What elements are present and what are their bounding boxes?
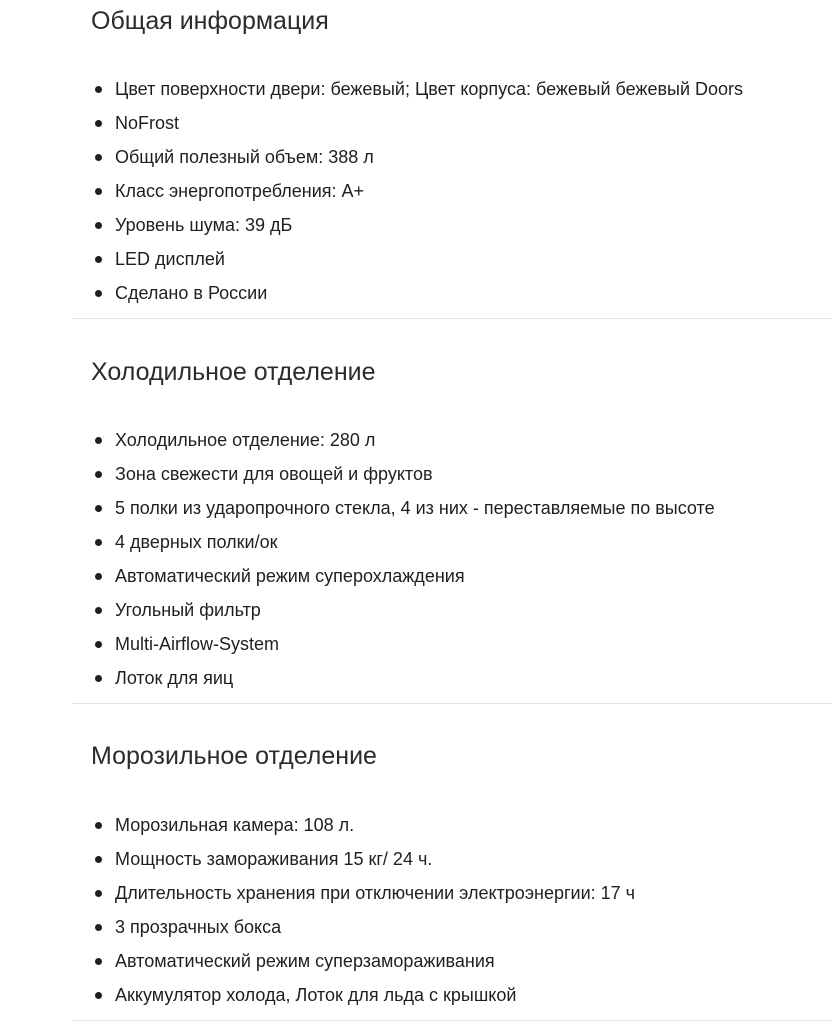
spec-item-text: Автоматический режим суперзамораживания bbox=[115, 951, 495, 971]
bullet-icon bbox=[95, 822, 102, 829]
bullet-icon bbox=[95, 154, 102, 161]
spec-item-text: Длительность хранения при отключении электроэнергии: 17 ч bbox=[115, 883, 636, 903]
spec-item-text: Общий полезный объем: 388 л bbox=[115, 147, 374, 167]
spec-item-text: LED дисплей bbox=[115, 249, 225, 269]
spec-item-text: Цвет поверхности двери: бежевый; Цвет корпуса: бежевый бежевый Doors bbox=[115, 79, 744, 99]
spec-item-text: 4 дверных полки/ок bbox=[115, 532, 278, 552]
bullet-icon bbox=[95, 958, 102, 965]
bullet-icon bbox=[95, 505, 102, 512]
bullet-icon bbox=[95, 924, 102, 931]
bullet-icon bbox=[95, 856, 102, 863]
spec-item-text: Угольный фильтр bbox=[115, 600, 261, 620]
bullet-icon bbox=[95, 675, 102, 682]
spec-item-text: Холодильное отделение: 280 л bbox=[115, 430, 376, 450]
bullet-icon bbox=[95, 188, 102, 195]
spec-item-text: 3 прозрачных бокса bbox=[115, 917, 282, 937]
bullet-icon bbox=[95, 641, 102, 648]
bullet-icon bbox=[95, 992, 102, 999]
section-title-general: Общая информация bbox=[91, 7, 329, 35]
freezer-section bbox=[72, 704, 832, 1021]
bullet-icon bbox=[95, 471, 102, 478]
spec-item-text: Сделано в России bbox=[115, 283, 268, 303]
spec-item-text: Multi-Airflow-System bbox=[115, 634, 280, 654]
spec-item-text: Автоматический режим суперохлаждения bbox=[115, 566, 465, 586]
bullet-icon bbox=[95, 890, 102, 897]
section-title-fridge: Холодильное отделение bbox=[91, 358, 376, 386]
general-info-section bbox=[72, 0, 832, 319]
bullet-icon bbox=[95, 437, 102, 444]
bullet-icon bbox=[95, 120, 102, 127]
spec-item-text: Уровень шума: 39 дБ bbox=[115, 215, 293, 235]
bullet-icon bbox=[95, 86, 102, 93]
bullet-icon bbox=[95, 256, 102, 263]
spec-item-text: NoFrost bbox=[115, 113, 180, 133]
spec-item-text: Морозильная камера: 108 л. bbox=[115, 815, 355, 835]
bullet-icon bbox=[95, 573, 102, 580]
section-title-freezer: Морозильное отделение bbox=[91, 742, 377, 770]
spec-item-text: Зона свежести для овощей и фруктов bbox=[115, 464, 433, 484]
bullet-icon bbox=[95, 290, 102, 297]
spec-item-text: Лоток для яиц bbox=[115, 668, 234, 688]
spec-item-text: Класс энергопотребления: A+ bbox=[115, 181, 365, 201]
fridge-section bbox=[72, 319, 832, 704]
bullet-icon bbox=[95, 222, 102, 229]
spec-item-text: Аккумулятор холода, Лоток для льда с крышкой bbox=[115, 985, 517, 1005]
spec-item-text: Мощность замораживания 15 кг/ 24 ч. bbox=[115, 849, 433, 869]
spec-item-text: 5 полки из ударопрочного стекла, 4 из них - переставляемые по высоте bbox=[115, 498, 715, 518]
bullet-icon bbox=[95, 607, 102, 614]
bullet-icon bbox=[95, 539, 102, 546]
